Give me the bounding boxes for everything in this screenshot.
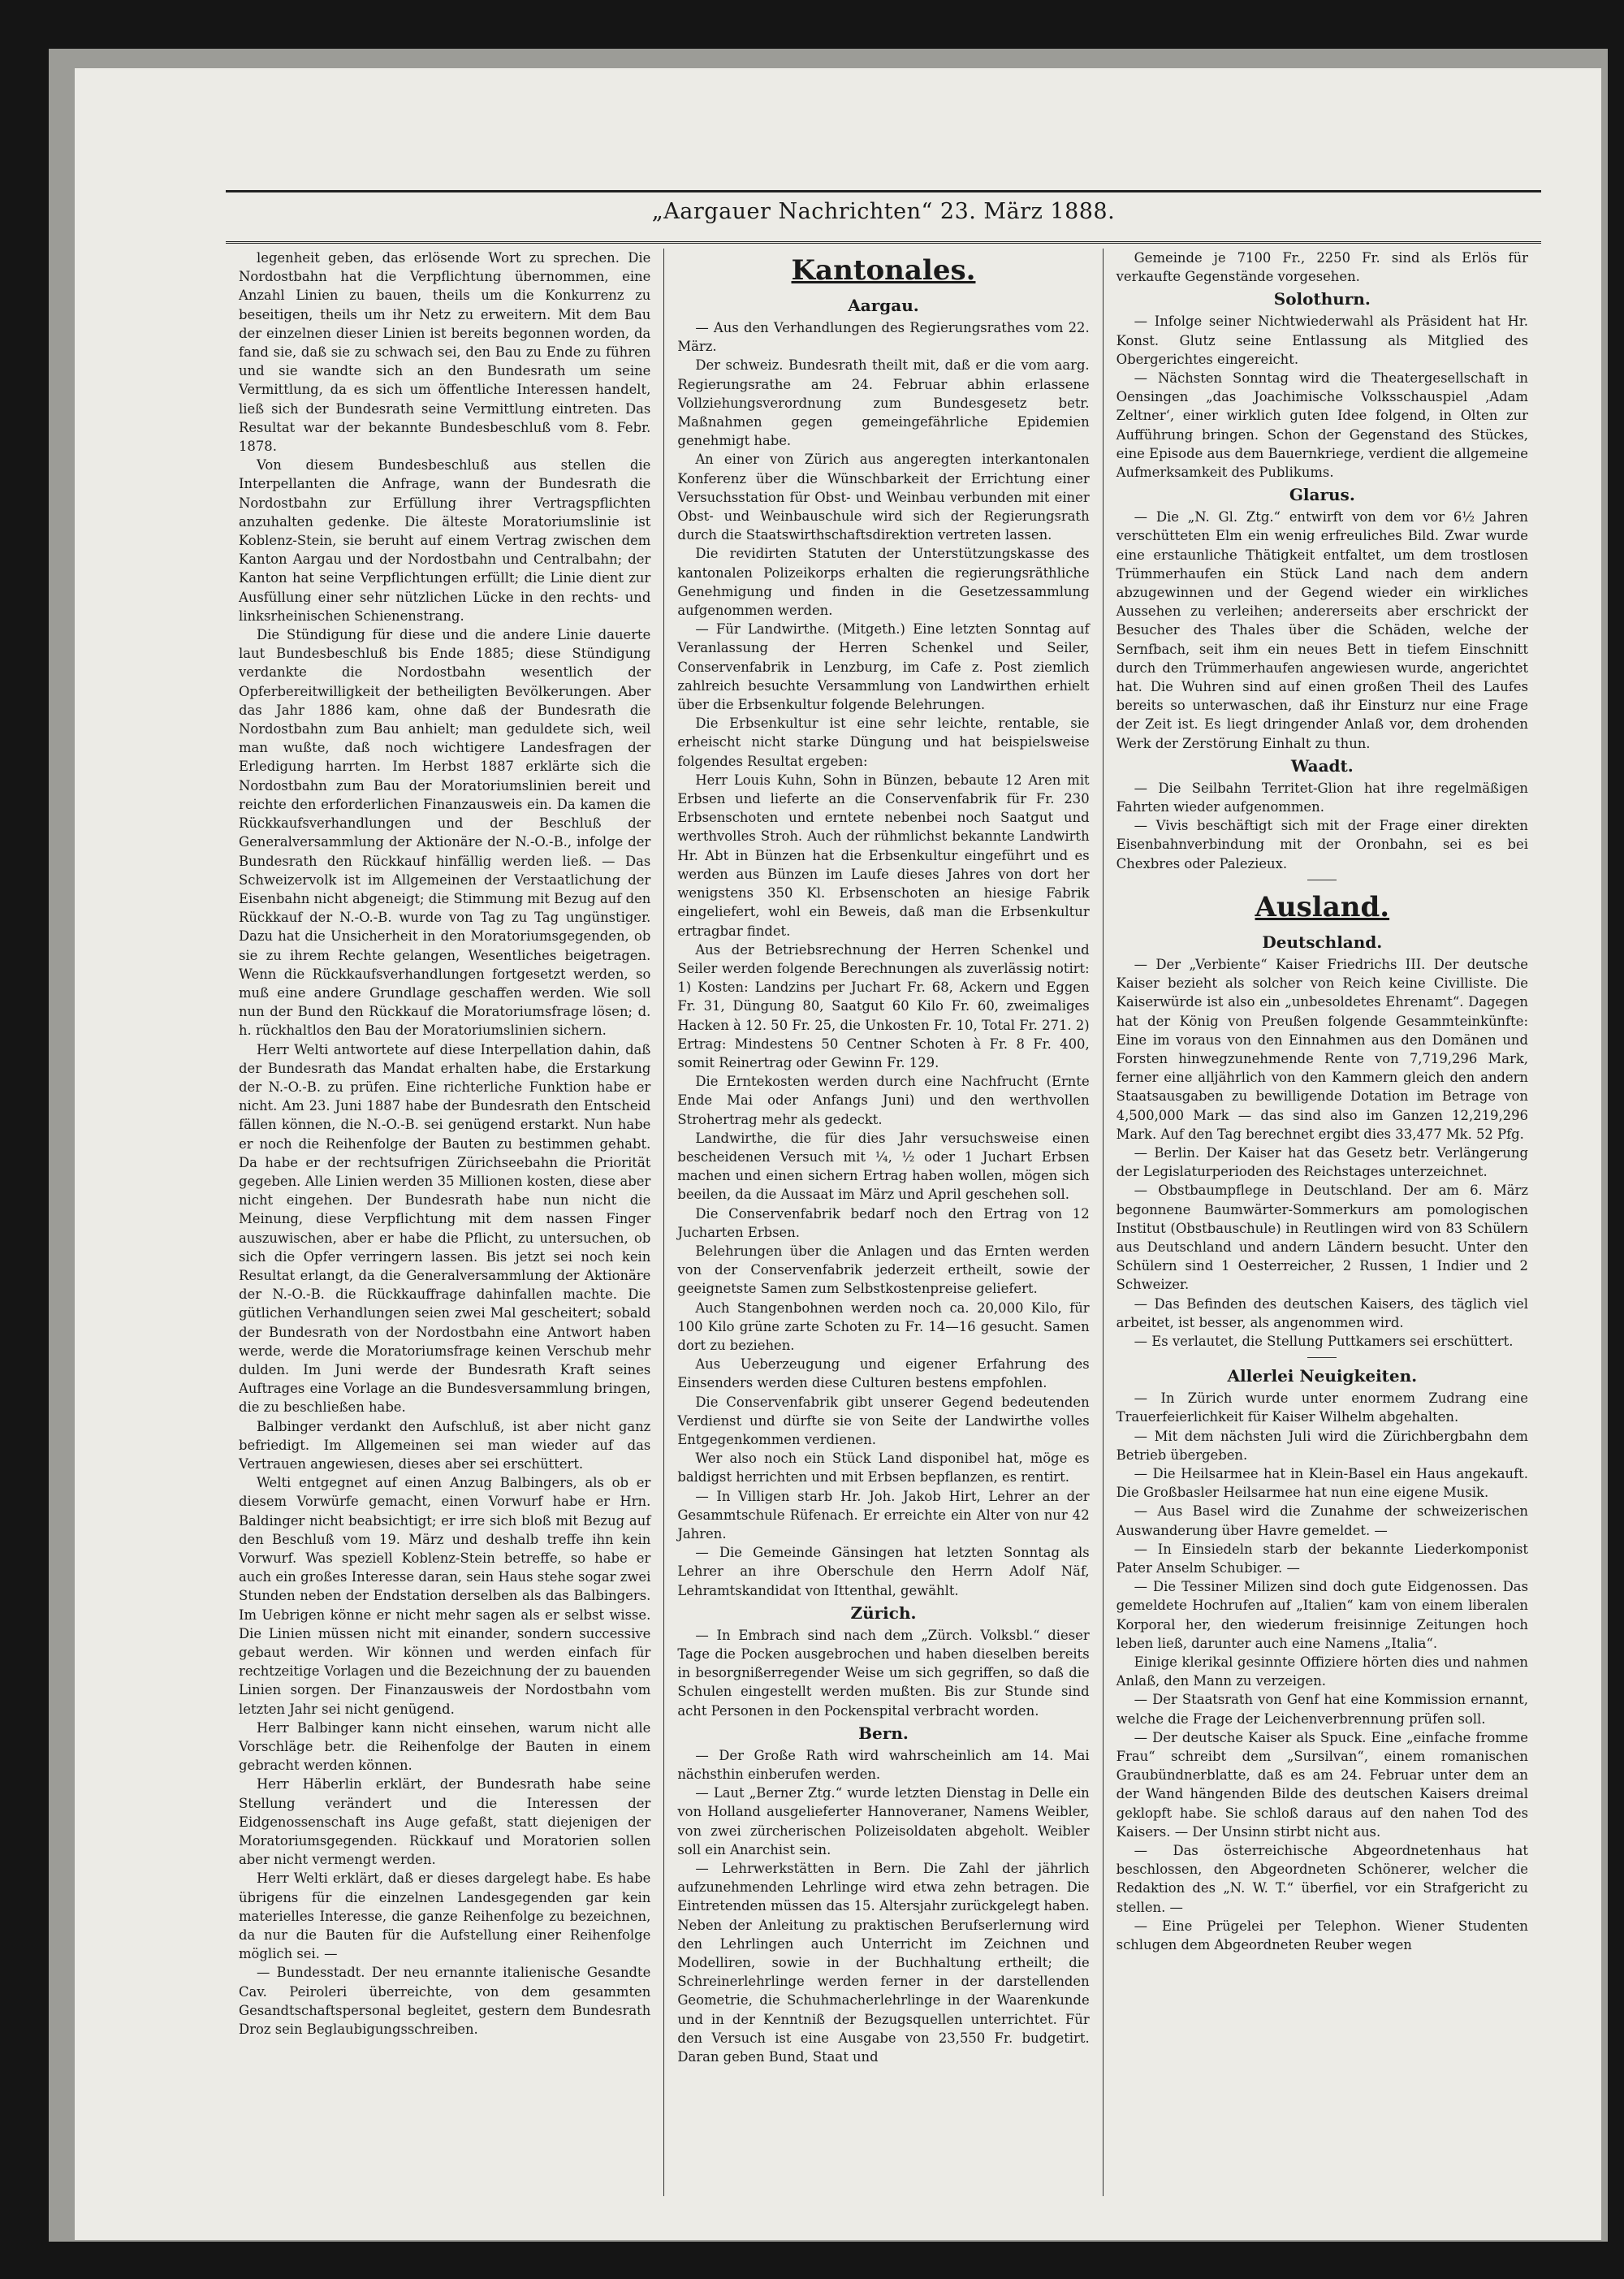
running-header (226, 190, 1541, 244)
news-paragraph: Einige klerikal gesinnte Offiziere hörten dies und nahmen Anlaß, den Mann zu verzeigen. (1116, 1654, 1528, 1689)
news-paragraph: Die Erbsenkultur ist eine sehr leichte, rentable, sie erheischt nicht starke Düngung und hat beispielsweise folgendes Resultat ergeben: (677, 716, 1090, 769)
news-paragraph: Belehrungen über die Anlagen und das Ernten werden von der Conservenfabrik jederzeit ertheilt, sowie der geeignetste Samen zum Selbstkostenpreise geliefert. (677, 1243, 1090, 1297)
news-paragraph: — Der „Verbiente“ Kaiser Friedrichs III. Der deutsche Kaiser bezieht als solcher von Reich keine Civilliste. Die Kaiserwürde ist also ein „unbesoldetes Ehrenamt“. Dagegen hat der König von Preußen folgende Gesammteinkünfte: Eine im voraus von den Einnahmen aus den Domänen und Forsten hinwegzunehmende Rente von 7,719,296 Mark, ferner eine alljährlich von den Kammern gleich den andern Staatsausgaben zu bewilligende Dotation im Betrage von 4,500,000 Mark — das sind also im Ganzen 12,219,296 Mark. Auf den Tag berechnet ergibt dies 33,477 Mk. 52 Pfg. (1116, 956, 1528, 1142)
news-paragraph: — Aus den Verhandlungen des Regierungsrathes vom 22. März. (677, 320, 1090, 355)
news-paragraph: Aus der Betriebsrechnung der Herren Schenkel und Seiler werden folgende Berechnungen als zuverlässig notirt: 1) Kosten: Landzins per Juchart Fr. 68, Ackern und Eggen Fr. 31, Düngung 80, Saatgut 60 Kilo Fr. 60, zweimaliges Hacken à 12. 50 Fr. 25, die Unkosten Fr. 10, Total Fr. 271. 2) Ertrag: Mindestens 50 Centner Schoten à Fr. 8 Fr. 400, somit Reinertrag oder Gewinn Fr. 129. (677, 941, 1090, 1070)
news-paragraph: — Berlin. Der Kaiser hat das Gesetz betr. Verlängerung der Legislaturperioden des Reichstages unterzeichnet. (1116, 1144, 1528, 1180)
news-paragraph: Wer also noch ein Stück Land disponibel hat, möge es baldigst herrichten und mit Erbsen bepflanzen, es rentirt. (677, 1451, 1090, 1485)
news-paragraph: — In Embrach sind nach dem „Zürch. Volksbl.“ dieser Tage die Pocken ausgebrochen und haben dieselben bereits in besorgnißerregender Weise um sich gegriffen, so daß die Schulen eingestellt werden mußten. Bis zur Stunde sind acht Personen in den Pockenspital verbracht worden. (677, 1627, 1090, 1719)
news-paragraph: Gemeinde je 7100 Fr., 2250 Fr. sind als Erlös für verkaufte Gegenstände vorgesehen. (1116, 250, 1528, 285)
section-heading: Kantonales. (791, 254, 976, 287)
article-paragraph: legenheit geben, das erlösende Wort zu sprechen. Die Nordostbahn hat die Verpflichtung übernommen, eine Anzahl Linien zu bauen, theils um die Konkurrenz zu beseitigen, theils um ihr Netz zu erweitern. Mit dem Bau der einzelnen dieser Linien ist bereits begonnen worden, da fand sie, daß sie zu schwach sei, den Bau zu Ende zu führen und sie wandte sich an den Bundesrath um seine Vermittlung, da es sich um öffentliche Interessen handelt, ließ sich der Bundesrath seine Vermittlung eintreten. Das Resultat war der bekannte Bundesbeschluß vom 8. Febr. 1878. (239, 250, 651, 455)
news-paragraph: Der schweiz. Bundesrath theilt mit, daß er die vom aarg. Regierungsrathe am 24. Februar abhin erlassene Vollziehungsverordnung zum Bundesgesetz betr. Maßnahmen gegen gemeingefährliche Epidemien genehmigt habe. (677, 357, 1090, 449)
news-paragraph: — Vivis beschäftigt sich mit der Frage einer direkten Eisenbahnverbindung mit der Oronbahn, sei es bei Chexbres oder Palezieux. (1116, 818, 1528, 871)
article-paragraph: Herr Welti antwortete auf diese Interpellation dahin, daß der Bundesrath das Mandat erhalten habe, die Erstarkung der N.-O.-B. zu prüfen. Eine richterliche Funktion habe er nicht. Am 23. Juni 1887 habe der Bundesrath den Entscheid fällen können, die N.-O.-B. sei genügend erstarkt. Nun habe er noch die Reihenfolge der Bauten zu bestimmen gehabt. Da habe er der rechtsufrigen Zürichseebahn die Priorität gegeben. Alle Linien werden 35 Millionen kosten, diese aber nicht eingehen. Der Bundesrath habe nun nicht die Meinung, diese Verpflichtung mit dem nassen Finger auszuwischen, aber er habe die Pflicht, zu untersuchen, ob sich die Opfer verringern lassen. Bis jetzt sei noch kein Resultat erlangt, da die Generalversammlung der Aktionäre der N.-O.-B. die Rückkauffrage dahinfallen machte. Die gütlichen Verhandlungen seien zwei Mal gescheitert; sobald der Bundesrath von der Nordostbahn eine Antwort haben werde, werde die Moratoriumsfrage keinen Verschub mehr dulden. Im Juni werde der Bundesrath Kraft seines Auftrages eine Vorlage an die Bundesversammlung bringen, die zu beschließen habe. (239, 1041, 651, 1416)
divider-rule (1307, 1357, 1337, 1358)
news-paragraph: — In Villigen starb Hr. Joh. Jakob Hirt, Lehrer an der Gesammtschule Rüfenach. Er erreichte ein Alter von nur 42 Jahren. (677, 1488, 1090, 1542)
article-paragraph: Herr Welti erklärt, daß er dieses dargelegt habe. Es habe übrigens für die einzelnen Landesgegenden gar kein materielles Interesse, die ganze Reihenfolge zu bezeichnen, da nur die Bauten für die Aufstellung einer Reihenfolge möglich sei. — (239, 1870, 651, 1962)
news-paragraph: Die Erntekosten werden durch eine Nachfrucht (Ernte Ende Mai oder Anfangs Juni) und den werthvollen Strohertrag mehr als gedeckt. (677, 1074, 1090, 1127)
subsection-heading: Glarus. (1289, 485, 1355, 505)
news-paragraph: Aus Ueberzeugung und eigener Erfahrung des Einsenders werden diese Culturen bestens empfohlen. (677, 1356, 1090, 1391)
article-paragraph: Die Stündigung für diese und die andere Linie dauerte laut Bundesbeschluß bis Ende 1885; diese Stündigung verdankte die Nordostbahn wesentlich der Opferbereitwilligkeit der betheiligten Bevölkerungen. Aber das Jahr 1886 kam, ohne daß der Bundesrath die Nordostbahn zum Bau anhielt; man geduldete sich, weil man wußte, daß noch wichtigere Landesfragen der Erledigung harrten. Im Herbst 1887 erklärte sich die Nordostbahn zum Bau der Moratoriumslinien bereit und reichte den erforderlichen Finanzausweis ein. Da kamen die Rückkaufsverhandlungen und der Beschluß der Generalversammlung der Aktionäre der N.-O.-B., infolge der Bundesrath den Rückkauf hinfällig werden ließ. — Das Schweizervolk ist im Allgemeinen der Verstaatlichung der Eisenbahn nicht abgeneigt; die Stimmung mit Bezug auf den Rückkauf der N.-O.-B. wurde von Tag zu Tag ungünstiger. Dazu hat die Unsicherheit in den Moratoriumsgegenden, ob sie zu ihrem Rechte gelangen, Wesentliches beigetragen. Wenn die Rückkaufsverhandlungen fortgesetzt werden, so muß eine andere Grundlage geschaffen werden. Wie soll nun der Bund den Rückkauf die Moratoriumsfrage lösen; d. h. rückhaltlos den Bau der Moratoriumslinien sichern. (239, 627, 651, 1039)
section-heading: Allerlei Neuigkeiten. (1227, 1366, 1418, 1386)
news-paragraph: — Infolge seiner Nichtwiederwahl als Präsident hat Hr. Konst. Glutz seine Entlassung als Mitglied des Obergerichtes eingereicht. (1116, 314, 1528, 367)
news-paragraph: Die revidirten Statuten der Unterstützungskasse des kantonalen Polizeikorps erhalten die regierungsräthliche Genehmigung und finden in die Gesetzessammlung aufgenommen werden. (677, 546, 1090, 619)
news-paragraph: — Der deutsche Kaiser als Spuck. Eine „einfache fromme Frau“ schreibt dem „Sursilvan“, einem romanischen Graubündnerblatte, daß es am 24. Februar unter dem an der Wand hängenden Bilde des deutschen Kaisers dreimal geklopft habe. Sie schloß daraus auf den nahen Tod des Kaisers. — Der Unsinn stirbt nicht aus. (1116, 1729, 1528, 1840)
article-paragraph: Von diesem Bundesbeschluß aus stellen die Interpellanten die Anfrage, wann der Bundesrath die Nordostbahn zur Erfüllung ihrer Vertragspflichten anzuhalten gedenke. Die älteste Moratoriumslinie ist Koblenz-Stein, sie beruht auf einem Vertrag zwischen dem Kanton Aargau und der Nordostbahn und Centralbahn; der Kanton hat seine Verpflichtungen erfüllt; die Linie dient zur Ausfüllung einer sehr nützlichen Lücke in den rechts- und linksrheinischen Schienenstrang. (239, 457, 651, 624)
column-1 (226, 249, 663, 2196)
subsection-heading: Zürich. (850, 1602, 917, 1623)
news-paragraph: — Laut „Berner Ztg.“ wurde letzten Dienstag in Delle ein von Holland ausgelieferter Hannoveraner, Namens Weibler, von zwei zürcherischen Polizeisoldaten abgeholt. Weibler soll ein Anarchist sein. (677, 1785, 1090, 1857)
article-paragraph: Welti entgegnet auf einen Anzug Balbingers, als ob er diesem Vorwürfe gemacht, einen Vorwurf habe er Hrn. Baldinger nicht beabsichtigt; er irre sich bloß mit Bezug auf den Beschluß vom 19. März und deshalb treffe ihn kein Vorwurf. Was speziell Koblenz-Stein betreffe, so habe er auch ein großes Interesse daran, sein Haus stehe sogar zwei Stunden neben der Endstation derselben als das Balbingers. Im Uebrigen könne er nicht mehr sagen als er selbst wisse. Die Linien müssen nicht mit einander, sondern successive gebaut werden. Wir können und werden einfach für rechtzeitige Vorlagen und die Bezeichnung der zu bauenden Linien sorgen. Der Finanzausweis der Nordostbahn vom letzten Jahr sei nicht genügend. (239, 1475, 651, 1717)
news-paragraph: — Die Gemeinde Gänsingen hat letzten Sonntag als Lehrer an ihre Oberschule den Herrn Adolf Näf, Lehramtskandidat von Ittenthal, gewählt. (677, 1545, 1090, 1598)
news-paragraph: — Mit dem nächsten Juli wird die Zürichbergbahn dem Betrieb übergeben. (1116, 1428, 1528, 1463)
article-paragraph: Balbinger verdankt den Aufschluß, ist aber nicht ganz befriedigt. Im Allgemeinen sei man wieder auf das Vertrauen angewiesen, dieses aber sei erschüttert. (239, 1418, 651, 1472)
news-paragraph: — In Einsiedeln starb der bekannte Liederkomponist Pater Anselm Schubiger. — (1116, 1541, 1528, 1576)
subsection-heading: Aargau. (848, 296, 919, 315)
subsection-heading: Bern. (858, 1723, 909, 1743)
article-paragraph: Herr Häberlin erklärt, der Bundesrath habe seine Stellung verändert und die Interessen der Eidgenossenschaft ins Auge gefaßt, statt diejenigen der Moratoriumsgegenden. Rückkauf und Moratorien sollen aber nicht vermengt werden. (239, 1776, 651, 1868)
subsection-heading: Deutschland. (1262, 932, 1383, 952)
subsection-heading: Solothurn. (1273, 289, 1371, 309)
article-paragraph: Herr Balbinger kann nicht einsehen, warum nicht alle Vorschläge betr. die Reihenfolge der Bauten in einem gebracht werden können. (239, 1719, 651, 1774)
news-paragraph: Die Conservenfabrik gibt unserer Gegend bedeutenden Verdienst und dürfte sie von Seite der Landwirthe volles Entgegenkommen verdienen. (677, 1394, 1090, 1447)
columns (226, 249, 1541, 2196)
column-2 (663, 249, 1102, 2196)
news-paragraph: — Die Tessiner Milizen sind doch gute Eidgenossen. Das gemeldete Hochrufen auf „Italien“ kam von einem liberalen Korporal her, den wiederum freisinnige Zeitungen hoch leben ließ, darunter auch eine Namens „Italia“. (1116, 1579, 1528, 1651)
news-paragraph: — Für Landwirthe. (Mitgeth.) Eine letzten Sonntag auf Veranlassung der Herren Schenkel und Seiler, Conservenfabrik in Lenzburg, im Cafe z. Post ziemlich zahlreich besuchte Versammlung von Landwirthen erhielt über die Erbsenkultur folgende Belehrungen. (677, 621, 1090, 713)
news-paragraph: Auch Stangenbohnen werden noch ca. 20,000 Kilo, für 100 Kilo grüne zarte Schoten zu Fr. 14—16 gesucht. Samen dort zu beziehen. (677, 1300, 1090, 1353)
section-heading: Ausland. (1255, 890, 1390, 923)
news-paragraph: Landwirthe, die für dies Jahr versuchsweise einen bescheidenen Versuch mit ¼, ½ oder 1 Juchart Erbsen machen und einen sichern Ertrag haben wollen, mögen sich beeilen, da die Aussaat im März und April geschehen soll. (677, 1130, 1090, 1203)
page-content (226, 190, 1541, 2196)
news-paragraph: — Lehrwerkstätten in Bern. Die Zahl der jährlich aufzunehmenden Lehrlinge wird etwa zehn betragen. Die Eintretenden müssen das 15. Altersjahr zurückgelegt haben. Neben der Anleitung zu praktischen Berufserlernung wird den Lehrlingen auch Unterricht im Zeichnen und Modelliren, sowie in der Buchhaltung ertheilt; die Schreinerlehrlinge werden ferner in der darstellenden Geometrie, die Schuhmacherlehrlinge in der Waarenkunde und in der Kenntniß der Bezugsquellen unterrichtet. Für den Versuch ist eine Ausgabe von 23,550 Fr. budgetirt. Daran geben Bund, Staat und (677, 1861, 1090, 2065)
news-paragraph: Herr Louis Kuhn, Sohn in Bünzen, bebaute 12 Aren mit Erbsen und lieferte an die Conservenfabrik für Fr. 230 Erbsenschoten und erntete nebenbei noch Saatgut und werthvolles Stroh. Auch der rühmlichst bekannte Landwirth Hr. Abt in Bünzen hat die Erbsenkultur eingeführt und es werden aus Bünzen im Laufe dieses Jahres von dort her wenigstens 350 Kl. Erbsenschoten an hiesige Fabrik eingeliefert, wohl ein Beweis, daß man die Erbsenkultur ertragbar findet. (677, 772, 1090, 939)
news-paragraph: — Die „N. Gl. Ztg.“ entwirft von dem vor 6½ Jahren verschütteten Elm ein wenig erfreuliches Bild. Zwar wurde eine erstaunliche Thätigkeit entfaltet, um dem trostlosen Trümmerhaufen ein Stück Land nach dem andern abzugewinnen und der Gegend wieder ein wirkliches Aussehen zu verleihen; andererseits aber erschrickt der Besucher des Thales über die Schäden, welche der Sernfbach, seit ihm ein neues Bett in tiefem Einschnitt durch den Trümmerhaufen angewiesen wurde, angerichtet hat. Die Wuhren sind auf einen großen Theil des Laufes bereits so unterwaschen, daß ihr Einsturz nur eine Frage der Zeit ist. Es liegt dringender Anlaß vor, dem drohenden Werk der Zerstörung Einhalt zu thun. (1116, 509, 1528, 751)
subsection-heading: Waadt. (1290, 755, 1354, 776)
column-3 (1103, 249, 1541, 2196)
news-paragraph: — Eine Prügelei per Telephon. Wiener Studenten schlugen dem Abgeordneten Reuber wegen (1116, 1918, 1528, 1953)
news-paragraph: — Die Heilsarmee hat in Klein-Basel ein Haus angekauft. Die Großbasler Heilsarmee hat nun eine eigene Musik. (1116, 1465, 1528, 1501)
news-paragraph: Die Conservenfabrik bedarf noch den Ertrag von 12 Jucharten Erbsen. (677, 1205, 1090, 1240)
news-paragraph: An einer von Zürich aus angeregten interkantonalen Konferenz über die Wünschbarkeit der Errichtung einer Versuchsstation für Obst- und Weinbau verbunden mit einer Obst- und Weinbauschule wird sich der Regierungsrath durch die Staatswirthschaftsdirektion vertreten lassen. (677, 452, 1090, 543)
news-paragraph: — Das österreichische Abgeordnetenhaus hat beschlossen, den Abgeordneten Schönerer, welcher die Redaktion des „N. W. T.“ überfiel, vor ein Strafgericht zu stellen. — (1116, 1843, 1528, 1915)
news-paragraph: — Aus Basel wird die Zunahme der schweizerischen Auswanderung über Havre gemeldet. — (1116, 1503, 1528, 1538)
header-title: „Aargauer Nachrichten“ 23. März 1888. (651, 199, 1116, 224)
news-paragraph: — Es verlautet, die Stellung Puttkamers sei erschüttert. (1134, 1333, 1514, 1349)
news-paragraph: — Der Große Rath wird wahrscheinlich am 14. Mai nächsthin einberufen werden. (677, 1747, 1090, 1783)
news-paragraph: — Obstbaumpflege in Deutschland. Der am 6. März begonnene Baumwärter-Sommerkurs am pomologischen Institut (Obstbauschule) in Reutlingen wird von 83 Schülern aus Deutschland und andern Ländern besucht. Unter den Schülern sind 1 Oesterreicher, 2 Russen, 1 Indier und 2 Schweizer. (1116, 1183, 1528, 1293)
newspaper-page (75, 68, 1601, 2240)
news-paragraph: — Nächsten Sonntag wird die Theatergesellschaft in Oensingen „das Joachimische Volksschauspiel ‚Adam Zeltner‘, einer wirklich guten Idee folgend, in Olten zur Aufführung bringen. Schon der Gegenstand des Stückes, eine Episode aus dem Bauernkriege, verdient die allgemeine Aufmerksamkeit des Publikums. (1116, 370, 1528, 481)
news-paragraph: — Der Staatsrath von Genf hat eine Kommission ernannt, welche die Frage der Leichenverbrennung prüfen soll. (1116, 1692, 1528, 1727)
news-paragraph: — In Zürich wurde unter enormem Zudrang eine Trauerfeierlichkeit für Kaiser Wilhelm abgehalten. (1116, 1390, 1528, 1425)
news-paragraph: — Das Befinden des deutschen Kaisers, des täglich viel arbeitet, ist besser, als angenommen wird. (1116, 1295, 1528, 1330)
news-paragraph: — Die Seilbahn Territet-Glion hat ihre regelmäßigen Fahrten wieder aufgenommen. (1116, 780, 1528, 815)
article-paragraph: — Bundesstadt. Der neu ernannte italienische Gesandte Cav. Peiroleri überreichte, von dem gesammten Gesandtschaftspersonal begleitet, gestern dem Bundesrath Droz sein Beglaubigungsschreiben. (239, 1965, 651, 2038)
